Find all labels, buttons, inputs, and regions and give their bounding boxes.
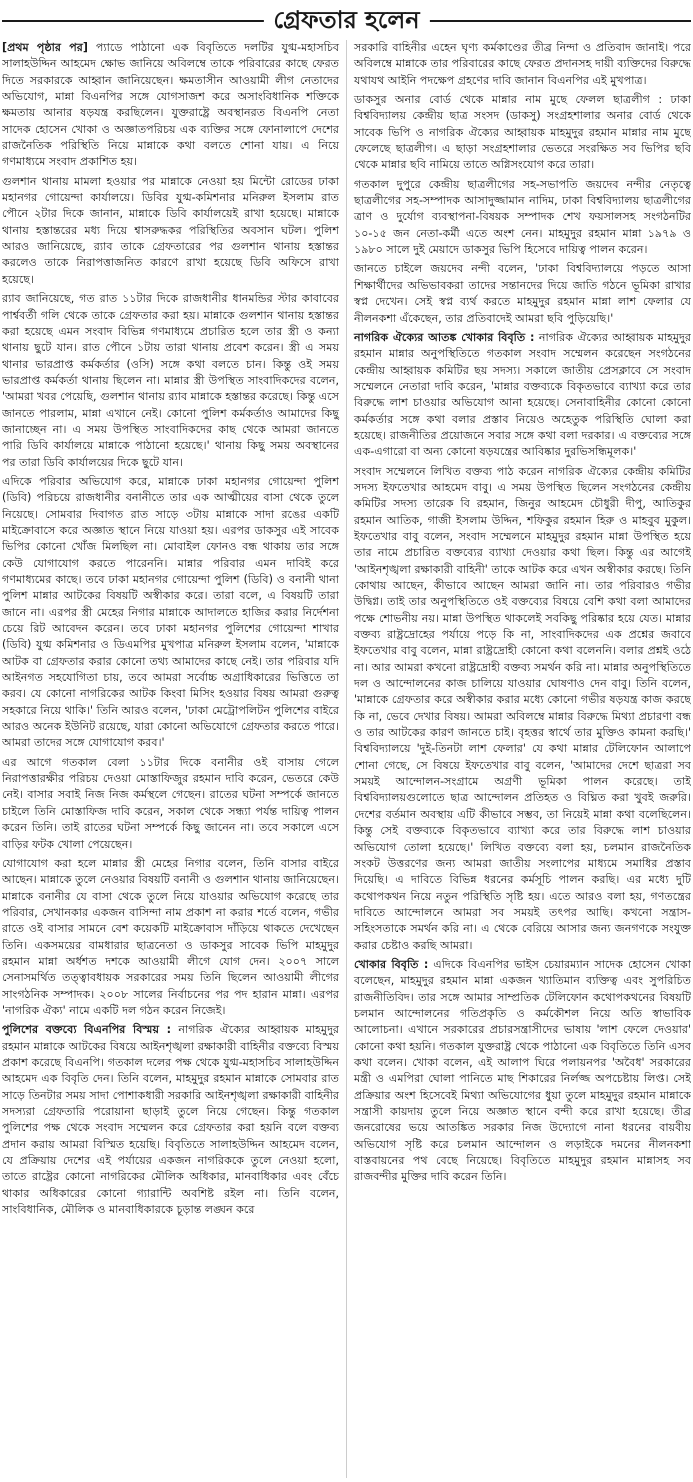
subhead-lead: খোকার বিবৃতি : bbox=[354, 957, 429, 971]
paragraph: এর আগে গতকাল বেলা ১১টার দিকে বনানীর ওই বাসায় গেলে নিরাপত্তারক্ষীর পরিচয় দেওয়া মোস্তাফিজুর রহমান দাবি করেন, ভেতরে কেউ নেই। বাসার সবাই নিজ নিজ কর্মস্থলে গেছেন। রাতের ঘটনা সম্পর্কে জানতে চাইলে তিনি মোস্তাফিজ দাবি করেন, সকাল থেকে সন্ধ্যা পর্যন্ত দায়িত্ব পালন করেন তিনি। তাই রাতের ঘটনা সম্পর্কে কিছু জানেন না। তবে সকালে এসে বাড়ির ফটক খোলা পেয়েছেন। bbox=[2, 755, 339, 851]
jump-line-label: [প্রথম পৃষ্ঠার পর] bbox=[2, 41, 88, 54]
paragraph-text: প্যাডে পাঠানো এক বিবৃতিতে দলটির যুগ্ম-মহাসচিব সালাহউদ্দিন আহমেদ ক্ষোভ জানিয়ে অবিলম্বে তাকে পরিবারের কাছে ফেরত দিতে সরকারকে আহ্বান জানিয়েছেন। ক্ষমতাসীন আওয়ামী লীগ নেতাদের অভিযোগ, মান্না বিএনপির সঙ্গে যোগসাজশ করে অসাংবিধানিক শক্তিকে ক্ষমতায় আনার ষড়যন্ত্র করছিলেন। যুক্তরাষ্ট্রে অবস্থানরত বিএনপি নেতা সাদেক হোসেন খোকা ও অজ্ঞাতপরিচয় এক ব্যক্তির সঙ্গে ফোনালাপে দেশের রাজনৈতিক পরিস্থিতি নিয়ে মান্নাকে কথা বলতে শোনা যায়। এ নিয়ে গণমাধ্যমে সংবাদ প্রকাশিত হয়। bbox=[2, 41, 340, 169]
subhead-lead: নাগরিক ঐক্যের আতঙ্ক খোকার বিবৃতি : bbox=[354, 330, 535, 344]
paragraph: গুলশান থানায় মামলা হওয়ার পর মান্নাকে নেওয়া হয় মিন্টো রোডের ঢাকা মহানগর গোয়েন্দা কার্যালয়ে। ডিবির যুগ্ম-কমিশনার মনিরুল ইসলাম রাত পৌনে ২টার দিকে জানান, মান্নাকে ডিবি কার্যালয়েই রাখা হয়েছে। মান্নাকে থানায় হস্তান্তরের মধ্য দিয়ে শ্বাসরুদ্ধকর পরিস্থিতির অবসান ঘটল। পুলিশ আরও জানিয়েছে, র‌্যাব তাকে গ্রেফতারের পর গুলশান থানায় হস্তান্তর করলেও তাকে নিরাপত্তাজনিত কারণে রাখা হয়েছে ডিবি অফিসে রাখা হয়েছে। bbox=[2, 174, 339, 286]
paragraph bbox=[2, 40, 339, 171]
left-column bbox=[2, 40, 346, 1478]
subhead-lead: পুলিশের বক্তব্যে বিএনপির বিস্ময় : bbox=[2, 1023, 172, 1037]
headline-bar bbox=[2, 4, 691, 38]
paragraph: সরকারি বাহিনীর এহেন ঘৃণ্য কর্মকাণ্ডের তীব্র নিন্দা ও প্রতিবাদ জানাই। পরে অবিলম্বে মান্নাকে তার পরিবারের কাছে ফেরত প্রদানসহ দায়ী ব্যক্তিদের বিরুদ্ধে যথাযথ আইনি পদক্ষেপ গ্রহণের দাবি জানান বিএনপির এই মুখপাত্র। bbox=[354, 41, 691, 87]
paragraph-text: নাগরিক ঐক্যের আহ্বায়ক মাহমুদুর রহমান মান্নার অনুপস্থিতিতে গতকাল সংবাদ সম্মেলন করেছেন সংগঠনের কেন্দ্রীয় আহ্বায়ক কমিটির ছয় সদস্য। সকালে জাতীয় প্রেসক্লাবে সে সংবাদ সম্মেলনে নেতারা দাবি করেন, 'মান্নার বক্তব্যকে বিকৃতভাবে ব্যাখ্যা করে তার বিরুদ্ধে লাশ চাওয়ার অভিযোগ আনা হয়েছে। সেনাবাহিনীর কোনো কোনো কর্মকর্তার সঙ্গে কথা বলার প্রস্তাব নিয়েও অহেতুক পরিস্থিতি ঘোলা করা হয়েছে। রাজনীতির প্রয়োজনে সবার সঙ্গে কথা বলা দরকার। এ বক্তব্যের সঙ্গে এক-এগারো বা অন্য কোনো ষড়যন্ত্রের আবিষ্কার দুরভিসন্ধিমূলক।' bbox=[354, 330, 691, 459]
paragraph: গতকাল দুপুরে কেন্দ্রীয় ছাত্রলীগের সহ-সভাপতি জয়দেব নন্দীর নেতৃত্বে ছাত্রলীগের সহ-সম্পাদক আসাদুজ্জামান নাদিম, ঢাকা বিশ্ববিদ্যালয় ছাত্রলীগের ত্রাণ ও দুর্যোগ ব্যবস্থাপনা-বিষয়ক সম্পাদক শেখ ফয়সালসহ সংগঠনটির ১০-১৫ জন নেতা-কর্মী এতে অংশ নেন। মাহমুদুর রহমান মান্না ১৯৭৯ ও ১৯৮০ সালে দুই মেয়াদে ডাকসুর ভিপি হিসেবে দায়িত্ব পালন করেন। bbox=[354, 177, 691, 257]
paragraph bbox=[354, 330, 691, 461]
paragraph: জানতে চাইলে জয়দেব নন্দী বলেন, 'ঢাকা বিশ্ববিদ্যালয়ে পড়তে আসা শিক্ষার্থীদের অভিভাবকরা তাদের সন্তানদের দিয়ে জাতি গঠনে ভূমিকা রাখার স্বপ্ন দেখেন। সেই স্বপ্ন ব্যর্থ করতে মাহমুদুর রহমান মান্না লাশ ফেলার যে নীলনকশা এঁকেছেন, তার প্রতিবাদেই আমরা ছবি পুড়িয়েছি।' bbox=[354, 262, 691, 325]
paragraph: র‌্যাব জানিয়েছে, গত রাত ১১টার দিকে রাজধানীর ধানমন্ডির স্টার কাবাবের পার্শ্ববর্তী গলি থেকে তাকে গ্রেফতার করা হয়। মান্নাকে গুলশান থানায় হস্তান্তর করা হয়েছে এমন সংবাদ বিভিন্ন গণমাধ্যমে প্রচারিত হলে তার স্ত্রী ও কন্যা থানায় ছুটে যান। রাত পৌনে ১টায় তারা থানায় প্রবেশ করেন। স্ত্রী এ সময় থানার ভারপ্রাপ্ত কর্মকর্তার (ওসি) সঙ্গে কথা বলতে চান। কিন্তু ওই সময় ভারপ্রাপ্ত কর্মকর্তা থানায় ছিলেন না। মান্নার স্ত্রী উপস্থিত সাংবাদিকদের বলেন, 'আমরা খবর পেয়েছি, গুলশান থানায় র‌্যাব মান্নাকে হস্তান্তর করেছে। কিন্তু এসে জানতে পারলাম, মান্না এখানে নেই। কোনো পুলিশ কর্মকর্তাও আমাদের কিছু জানাচ্ছেন না। এ সময় উপস্থিত সাংবাদিকদের কাছ থেকে আমরা জানতে পারি ডিবি কার্যালয়ে মান্নাকে পাঠানো হয়েছে।' থানায় কিছু সময় অবস্থানের পর তারা ডিবি কার্যালয়ের দিকে ছুটে যান। bbox=[2, 292, 339, 469]
paragraph: এদিকে পরিবার অভিযোগ করে, মান্নাকে ঢাকা মহানগর গোয়েন্দা পুলিশ (ডিবি) পরিচয়ে রাজধানীর বনানীতে তার এক আত্মীয়ের বাসা থেকে তুলে নিয়েছে। সোমবার দিবাগত রাত সাড়ে ৩টায় মান্নাকে সাদা রঙের একটি মাইক্রোবাসে করে অজ্ঞাত স্থানে নিয়ে যাওয়া হয়। এরপর ডাকসুর এই সাবেক ভিপির কোনো খোঁজ মিলছিল না। মোবাইল ফোনও বন্ধ থাকায় তার সঙ্গে কেউ যোগাযোগ করতে পারেননি। মান্নার পরিবার এমন দাবিই করে গণমাধ্যমের কাছে। তবে ঢাকা মহানগর গোয়েন্দা পুলিশ (ডিবি) ও বনানী থানা পুলিশ মান্নার আটকের বিষয়টি অস্বীকার করে। তারা বলে, এ বিষয়টি তারা জানে না। এরপর স্ত্রী মেহের নিগার মান্নাকে আদালতে হাজির করার নির্দেশনা চেয়ে রিট আবেদন করেন। তবে ঢাকা মহানগর পুলিশের গোয়েন্দা শাখার (ডিবি) যুগ্ম কমিশনার ও ডিএমপির মুখপাত্র মনিরুল ইসলাম বলেন, 'মান্নাকে আটক বা গ্রেফতার করার কোনো তথ্য আমাদের কাছে নেই। তার পরিবার যদি আইনগত সহযোগিতা চায়, তবে আমরা সর্বোচ্চ অগ্রাধিকারের ভিত্তিতে তা করব। যে কোনো নাগরিকের আটক কিংবা মিসিং হওয়ার বিষয় আমরা গুরুত্ব সহকারে নিয়ে থাকি।' তিনি আরও বলেন, 'ঢাকা মেট্রোপলিটন পুলিশের বাইরে আরও অনেক ইউনিট রয়েছে, যারা কোনো অভিযোগে গ্রেফতার করতে পারে। আমরা তাদের সঙ্গে যোগাযোগ করব।' bbox=[2, 474, 339, 750]
paragraph: সংবাদ সম্মেলনে লিখিত বক্তব্য পাঠ করেন নাগরিক ঐক্যের কেন্দ্রীয় কমিটির সদস্য ইফতেখার আহমেদ বাবু। এ সময় উপস্থিত ছিলেন সংগঠনের কেন্দ্রীয় কমিটির সদস্য তারেক বি রহমান, জিনুর আহমেদ চৌধুরী দীপু, আতিকুর রহমান আতিক, গাজী ইসলাম উদ্দিন, শফিকুর রহমান হিরু ও মাহবুব মুকুল। ইফতেখার বাবু বলেন, সংবাদ সম্মেলনে মাহমুদুর রহমান মান্না উপস্থিত হয়ে তার নামে প্রচারিত বক্তব্যের ব্যাখ্যা দেওয়ার কথা ছিল। কিন্তু এর আগেই 'আইনশৃঙ্খলা রক্ষাকারী বাহিনী' তাকে আটক করে এখন অস্বীকার করছে। তিনি কোথায় আছেন, কীভাবে আছেন আমরা জানি না। তার পরিবারও গভীর উদ্বিগ্ন। তাই তার অনুপস্থিতিতে ওই বক্তব্যের বিষয়ে বেশি কথা বলা আমাদের পক্ষে শোভনীয় নয়। মান্না উপস্থিত থাকলেই সবকিছু পরিষ্কার হয়ে যেত। মান্নার বক্তব্য রাষ্ট্রদ্রোহের পর্যায়ে পড়ে কি না, সাংবাদিকদের এক প্রশ্নের জবাবে ইফতেখার বাবু বলেন, মান্না রাষ্ট্রদ্রোহী কোনো কথা বলেননি। বলার প্রশ্নই ওঠে না। আর আমরা কখনো রাষ্ট্রদ্রোহী বক্তব্য সমর্থন করি না। মান্নার অনুপস্থিতিতে দল ও আন্দোলনের কাজ চালিয়ে যাওয়ার ঘোষণাও দেন বাবু। তিনি বলেন, 'মান্নাকে গ্রেফতার করে অস্বীকার করার মধ্যে কোনো গভীর ষড়যন্ত্র কাজ করছে কি না, ভেবে দেখার বিষয়। আমরা অবিলম্বে মান্নার বিরুদ্ধে মিথ্যা প্রচারণা বন্ধ ও তার আটকের কারণ জানতে চাই। বৃহত্তর স্বার্থে তার মুক্তিও কামনা করছি।' বিশ্ববিদ্যালয়ে 'দুই-তিনটা লাশ ফেলার' যে কথা মান্নার টেলিফোন আলাপে শোনা গেছে, সে বিষয়ে ইফতেখার বাবু বলেন, 'আমাদের দেশে ছাত্ররা সব সময়ই আন্দোলন-সংগ্রামে অগ্রণী ভূমিকা পালন করেছে। তাই বিশ্ববিদ্যালয়গুলোতে ছাত্র আন্দোলন প্রতিহত ও বিঘ্নিত করা খুবই জরুরি। দেশের বর্তমান অবস্থায় এটি কীভাবে সম্ভব, তা নিয়েই মান্না কথা বলেছিলেন। কিন্তু সেই বক্তব্যকে বিকৃতভাবে ব্যাখ্যা করে তার বিরুদ্ধে লাশ চাওয়ার অভিযোগ তোলা হয়েছে।' লিখিত বক্তব্যে বলা হয়, চলমান রাজনৈতিক সংকট উত্তরণের জন্য আমরা জাতীয় সংলাপের মাধ্যমে সমাধির প্রস্তাব দিয়েছি। এ দাবিতে বিভিন্ন ধরনের কর্মসূচি পালন করছি। এর মধ্যে দুটি কথোপকথন নিয়ে নতুন পরিস্থিতি সৃষ্টি হয়। এতে আরও বলা হয়, গণতন্ত্রের দাবিতে আন্দোলনে আমরা সব সময়ই তৎপর আছি। কখনো সন্ত্রাস-সহিংসতাকে সমর্থন করি না। এ থেকে বেরিয়ে আসার জন্য জনগণকে সংযুক্ত করার চেষ্টাও করছি আমরা। bbox=[354, 464, 691, 952]
headline: গ্রেফতার হলেন bbox=[263, 4, 429, 36]
paragraph: যোগাযোগ করা হলে মান্নার স্ত্রী মেহের নিগার বলেন, তিনি বাসার বাইরে আছেন। মান্নাকে তুলে নেওয়ার বিষয়টি বনানী ও গুলশান থানায় জানিয়েছেন। মান্নাকে বনানীর যে বাসা থেকে তুলে নিয়ে যাওয়ার অভিযোগ করেছে তার পরিবার, সেখানকার একজন বাসিন্দা নাম প্রকাশ না করার শর্তে বলেন, গভীর রাতে ওই বাসার সামনে বেশ কয়েকটি মাইক্রোবাস দাঁড়িয়ে থাকতে দেখেছেন তিনি। একসময়ের বামধারার ছাত্রনেতা ও ডাকসুর সাবেক ভিপি মাহমুদুর রহমান মান্না অর্ধশত দশকে আওয়ামী লীগে যোগ দেন। ২০০৭ সালে সেনাসমর্থিত তত্ত্বাবধায়ক সরকারের সময় তিনি ছিলেন আওয়ামী লীগের সাংগঠনিক সম্পাদক। ২০০৮ সালের নির্বাচনের পর পদ হারান মান্না। এরপর 'নাগরিক ঐক্য' নামে একটি দল গঠন করেন নিজেই। bbox=[2, 856, 339, 1017]
paragraph: ডাকসুর অনার বোর্ড থেকে মান্নার নাম মুছে ফেলল ছাত্রলীগ : ঢাকা বিশ্ববিদ্যালয় কেন্দ্রীয় ছাত্র সংসদ (ডাকসু) সংগ্রহশালার অনার বোর্ড থেকে সাবেক ভিপি ও নাগরিক ঐক্যের আহ্বায়ক মাহমুদুর রহমান মান্নার নাম মুছে ফেলেছে ছাত্রলীগ। এ ছাড়া সংগ্রহশালার ভেতরে সংরক্ষিত সব ভিপির ছবি থেকে মান্নার ছবি নামিয়ে তাতে অগ্নিসংযোগ করে তারা। bbox=[354, 93, 691, 172]
right-column bbox=[346, 40, 691, 1478]
paragraph bbox=[354, 957, 691, 1186]
paragraph bbox=[2, 1022, 339, 1218]
paragraph-text: এদিকে বিএনপির ভাইস চেয়ারম্যান সাদেক হোসেন খোকা বলেছেন, মাহমুদুর রহমান মান্না একজন খ্যাতিমান ব্যক্তিত্ব এবং সুপরিচিত রাজনীতিবিদ। তার সঙ্গে আমার সাম্প্রতিক টেলিফোন কথোপকথনের বিষয়টি চলমান আন্দোলনের গতিপ্রকৃতি ও কর্মকৌশল নিয়ে অতি স্বাভাবিক আলোচনা। এখানে সরকারের প্রচারসন্ত্রাসীদের ভাষায় 'লাশ ফেলে দেওয়ার' কোনো কথা হয়নি। গতকাল যুক্তরাষ্ট্র থেকে পাঠানো এক বিবৃতিতে তিনি এসব কথা বলেন। খোকা বলেন, এই আলাপ ঘিরে পলায়নপর 'অবৈধ' সরকারের মন্ত্রী ও এমপিরা ঘোলা পানিতে মাছ শিকারের নির্লজ্জ অপচেষ্টায় লিপ্ত। সেই প্রক্রিয়ার অংশ হিসেবেই মিথ্যা অভিযোগের ধুয়া তুলে মাহমুদুর রহমান মান্নাকে সন্ত্রাসী কায়দায় তুলে নিয়ে অজ্ঞাত স্থানে বন্দী করে রাখা হয়েছে। তীব্র জনরোষের ভয়ে আতঙ্কিত সরকার নিজ উদ্যোগে নানা ধরনের বায়বীয় অভিযোগ সৃষ্টি করে চলমান আন্দোলন ও লড়াইকে দমনের নীলনকশা বাস্তবায়নের পথ বেছে নিয়েছে। বিবৃতিতে মাহমুদুর রহমান মান্নাসহ সব রাজবন্দীর মুক্তির দাবি করেন তিনি। bbox=[354, 957, 691, 1184]
article-columns bbox=[2, 40, 691, 1478]
paragraph-text: নাগরিক ঐক্যের আহ্বায়ক মাহমুদুর রহমান মান্নাকে আটকের বিষয়ে আইনশৃঙ্খলা রক্ষাকারী বাহিনীর বক্তব্যে বিস্ময় প্রকাশ করেছে বিএনপি। গতকাল দলের পক্ষ থেকে যুগ্ম-মহাসচিব সালাহউদ্দিন আহমেদ এক বিবৃতি দেন। তিনি বলেন, মাহমুদুর রহমান মান্নাকে সোমবার রাত সাড়ে তিনটার সময় সাদা পোশাকধারী সরকারি আইনশৃঙ্খলা রক্ষাকারী বাহিনীর সদস্যরা গ্রেফতারি পরোয়ানা ছাড়াই তুলে নিয়ে গেছেন। কিন্তু গতকাল পুলিশের পক্ষ থেকে সংবাদ সম্মেলন করে গ্রেফতার করা হয়নি বলে বক্তব্য প্রদান করায় আমরা বিস্মিত হয়েছি। বিবৃতিতে সালাহউদ্দিন আহমেদ বলেন, যে প্রক্রিয়ায় দেশের এই পর্যায়ের একজন নাগরিককে তুলে নেওয়া হলো, তাতে রাষ্ট্রের কোনো নাগরিকের মৌলিক অধিকার, মানবাধিকার এবং বেঁচে থাকার অধিকারের কোনো গ্যারান্টি অবশিষ্ট রইল না। তিনি বলেন, সাংবিধানিক, মৌলিক ও মানবাধিকারকে চূড়ান্ত লঙ্ঘন করে bbox=[2, 1023, 339, 1217]
